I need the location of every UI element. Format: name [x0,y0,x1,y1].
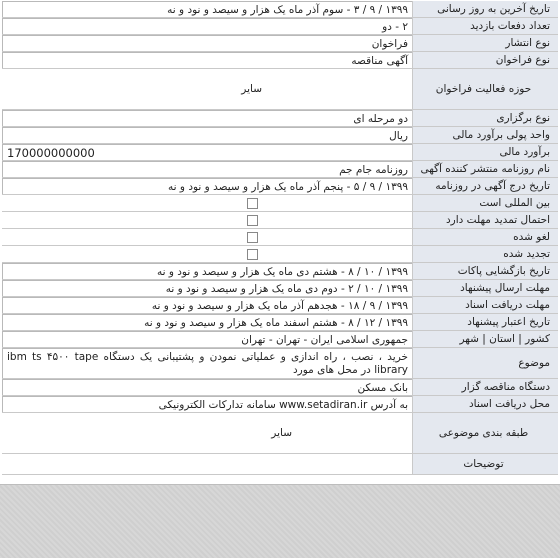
description-label: توضیحات [412,454,558,474]
row-category [2,413,558,454]
opening-date-value: ۱۳۹۹ / ۱۰ / ۸ - هشتم دی ماه یک هزار و سیصد و نود و نه [2,263,412,279]
row-newspaper [2,161,558,178]
row-holding-type [2,110,558,127]
subject-value: خرید ، نصب ، راه اندازی و عملیاتی نمودن و پشتیبانی یک دستگاه ibm ts ۴۵۰۰ tape library در محل های مورد [2,348,412,378]
offer-validity-value: ۱۳۹۹ / ۱۲ / ۸ - هشتم اسفند ماه یک هزار و سیصد و نود و نه [2,314,412,330]
estimate-label: برآورد مالی [412,144,558,160]
row-estimate [2,144,558,161]
row-organizer [2,379,558,396]
international-checkbox[interactable] [247,198,258,209]
international-label: بین المللی است [412,195,558,211]
renewed-label: تجدید شده [412,246,558,262]
organizer-value: بانک مسکن [2,379,412,395]
tender-details-table [2,1,558,475]
documents-location-value: به آدرس www.setadiran.ir سامانه تدارکات الکترونیکی [2,396,412,412]
row-extension [2,212,558,229]
last-update-value: ۱۳۹۹ / ۹ / ۳ - سوم آذر ماه یک هزار و سیصد و نود و نه [2,1,412,17]
visit-count-label: تعداد دفعات بازدید [412,18,558,34]
activity-field-label: حوزه فعالیت فراخوان [412,69,558,109]
submission-deadline-value: ۱۳۹۹ / ۱۰ / ۲ - دوم دی ماه یک هزار و سیصد و نود و نه [2,280,412,296]
newspaper-date-value: ۱۳۹۹ / ۹ / ۵ - پنجم آذر ماه یک هزار و سیصد و نود و نه [2,178,412,194]
documents-location-label: محل دریافت اسناد [412,396,558,412]
extension-label: احتمال تمدید مهلت دارد [412,212,558,228]
location-value: جمهوری اسلامی ایران - تهران - تهران [2,331,412,347]
row-newspaper-date [2,178,558,195]
holding-type-label: نوع برگزاری [412,110,558,126]
row-opening-date [2,263,558,280]
category-value: سایر [2,413,412,453]
international-cell [2,195,412,211]
newspaper-date-label: تاریخ درج آگهی در روزنامه [412,178,558,194]
row-documents-deadline [2,297,558,314]
extension-checkbox[interactable] [247,215,258,226]
row-submission-deadline [2,280,558,297]
row-last-update [2,1,558,18]
row-activity-field [2,69,558,110]
row-documents-location [2,396,558,413]
subject-label: موضوع [412,348,558,378]
opening-date-label: تاریخ بازگشایی پاکات [412,263,558,279]
extension-cell [2,212,412,228]
documents-deadline-value: ۱۳۹۹ / ۹ / ۱۸ - هجدهم آذر ماه یک هزار و سیصد و نود و نه [2,297,412,313]
estimate-value: 170000000000 [2,144,412,160]
row-subject [2,348,558,379]
location-label: کشور | استان | شهر [412,331,558,347]
renewed-checkbox[interactable] [247,249,258,260]
row-location [2,331,558,348]
organizer-label: دستگاه مناقصه گزار [412,379,558,395]
newspaper-label: نام روزنامه منتشر کننده آگهی [412,161,558,177]
cancelled-checkbox[interactable] [247,232,258,243]
row-cancelled [2,229,558,246]
row-international [2,195,558,212]
footer-background [0,484,560,558]
visit-count-value: ۲ - دو [2,18,412,34]
row-description [2,454,558,475]
call-type-label: نوع فراخوان [412,52,558,68]
publish-type-label: نوع انتشار [412,35,558,51]
cancelled-cell [2,229,412,245]
currency-value: ریال [2,127,412,143]
documents-deadline-label: مهلت دریافت اسناد [412,297,558,313]
call-type-value: آگهی مناقصه [2,52,412,68]
publish-type-value: فراخوان [2,35,412,51]
description-value [2,454,412,474]
newspaper-value: روزنامه جام جم [2,161,412,177]
currency-label: واحد پولی برآورد مالی [412,127,558,143]
submission-deadline-label: مهلت ارسال پیشنهاد [412,280,558,296]
renewed-cell [2,246,412,262]
category-label: طبقه بندی موضوعی [412,413,558,453]
holding-type-value: دو مرحله ای [2,110,412,126]
last-update-label: تاریخ آخرین به روز رسانی [412,1,558,17]
cancelled-label: لغو شده [412,229,558,245]
row-publish-type [2,35,558,52]
row-visit-count [2,18,558,35]
row-renewed [2,246,558,263]
row-offer-validity [2,314,558,331]
row-call-type [2,52,558,69]
row-currency [2,127,558,144]
offer-validity-label: تاریخ اعتبار پیشنهاد [412,314,558,330]
activity-field-value: سایر [2,69,412,109]
